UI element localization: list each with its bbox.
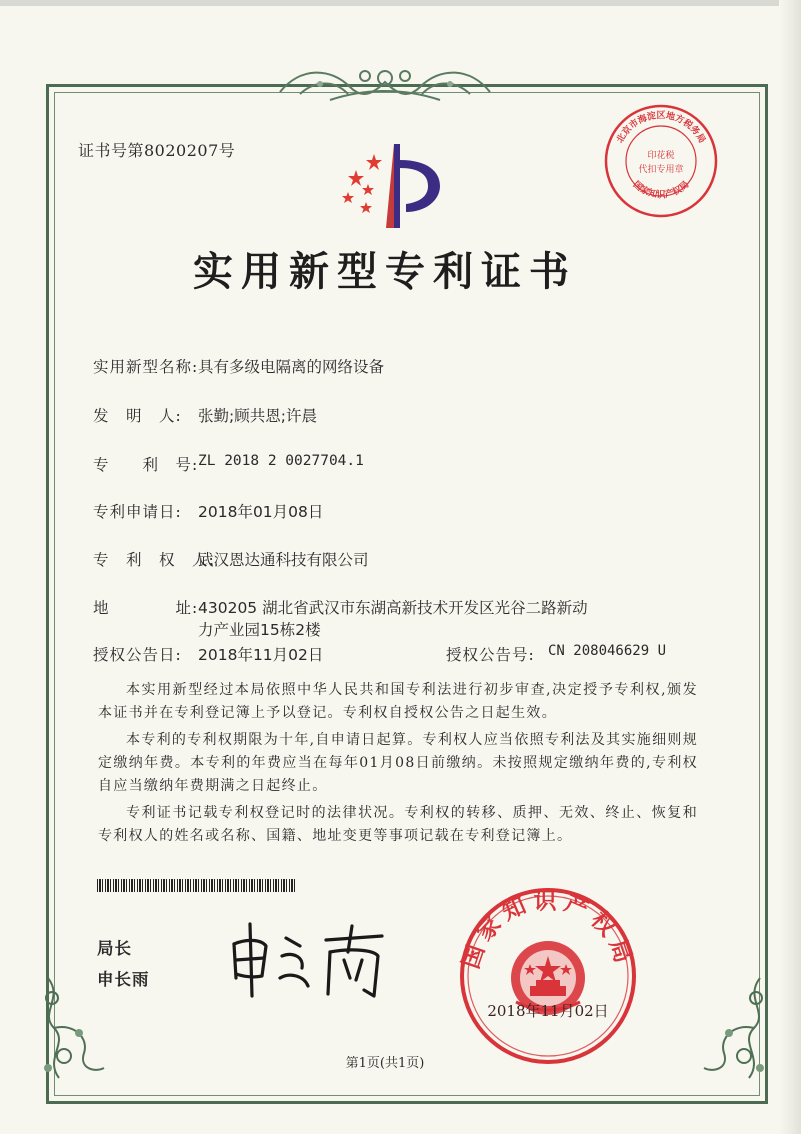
patent-number-label: 专 利 号: [93,456,199,474]
barcode [97,879,297,892]
page-title: 实用新型专利证书 [193,248,577,295]
grant-announcement-date-label: 授权公告日: [93,646,182,664]
certificate-number: 证书号第8020207号 [78,141,236,160]
address-label: 地 址: [93,599,199,617]
tax-seal-bottom-text: 国家知识产权局 [630,179,692,201]
scan-edge-shadow [779,0,801,1134]
inventors-value: 张勤;顾共恩;许晨 [198,407,317,425]
cnipa-logo-icon [328,140,448,232]
svg-text:国家知识产权局 [631,178,691,200]
patentee-value: 武汉恩达通科技有限公司 [198,551,369,569]
address-line-2: 力产业园15栋2楼 [198,621,321,639]
body-paragraph: 专利证书记载专利权登记时的法律状况。专利权的转移、质押、无效、终止、恢复和专利权人的姓名或名称、国籍、地址变更等事项记载在专利登记簿上。 [98,805,698,844]
patentee-label: 专 利 权 人: [93,551,215,569]
director-title: 局长 [97,939,132,958]
tax-seal-line-1: 印花税 [647,151,675,161]
body-paragraph: 本实用新型经过本局依照中华人民共和国专利法进行初步审查,决定授予专利权,颁发本证书并在专利登记簿上予以登记。专利权自授权公告之日起生效。 [98,682,698,721]
application-date-label: 专利申请日: [93,503,182,521]
tax-seal-line-2: 代扣专用章 [638,165,684,175]
tax-seal-ring-text: 北京市海淀区地方税务局 [615,111,707,146]
director-signature-icon [222,916,402,1006]
director-name: 申长雨 [97,970,150,989]
certificate-body [98,679,698,852]
inventors-label: 发 明 人: [93,407,182,425]
body-paragraph: 本专利的专利权期限为十年,自申请日起算。专利权人应当依照专利法及其实施细则规定缴纳年费。本专利的年费应当在每年01月08日前缴纳。未按照规定缴纳年费的,专利权自应当缴纳年费期满之日起终止。 [98,732,698,794]
grant-announcement-number-label: 授权公告号: [446,646,535,664]
seal-date: 2018年11月02日 [487,1002,609,1020]
svg-text:北京市海淀区地方税务局 [614,109,708,145]
page-footer: 第1页(共1页) [345,1056,425,1071]
utility-model-name-value: 具有多级电隔离的网络设备 [198,358,385,376]
seal-ring-text: 国家知识产权局 [458,888,638,972]
top-ornament-icon [270,62,500,106]
application-date-value: 2018年01月08日 [198,503,324,521]
cnipa-seal-icon [456,884,640,1068]
grant-announcement-date-value: 2018年11月02日 [198,646,324,664]
address-line-1: 430205 湖北省武汉市东湖高新技术开发区光谷二路新动 [198,599,588,617]
tax-seal-icon [602,102,720,220]
patent-number-value: ZL 2018 2 0027704.1 [198,453,364,469]
scan-edge [0,0,801,6]
grant-announcement-number-value: CN 208046629 U [548,643,667,659]
utility-model-name-label: 实用新型名称: [93,358,199,376]
